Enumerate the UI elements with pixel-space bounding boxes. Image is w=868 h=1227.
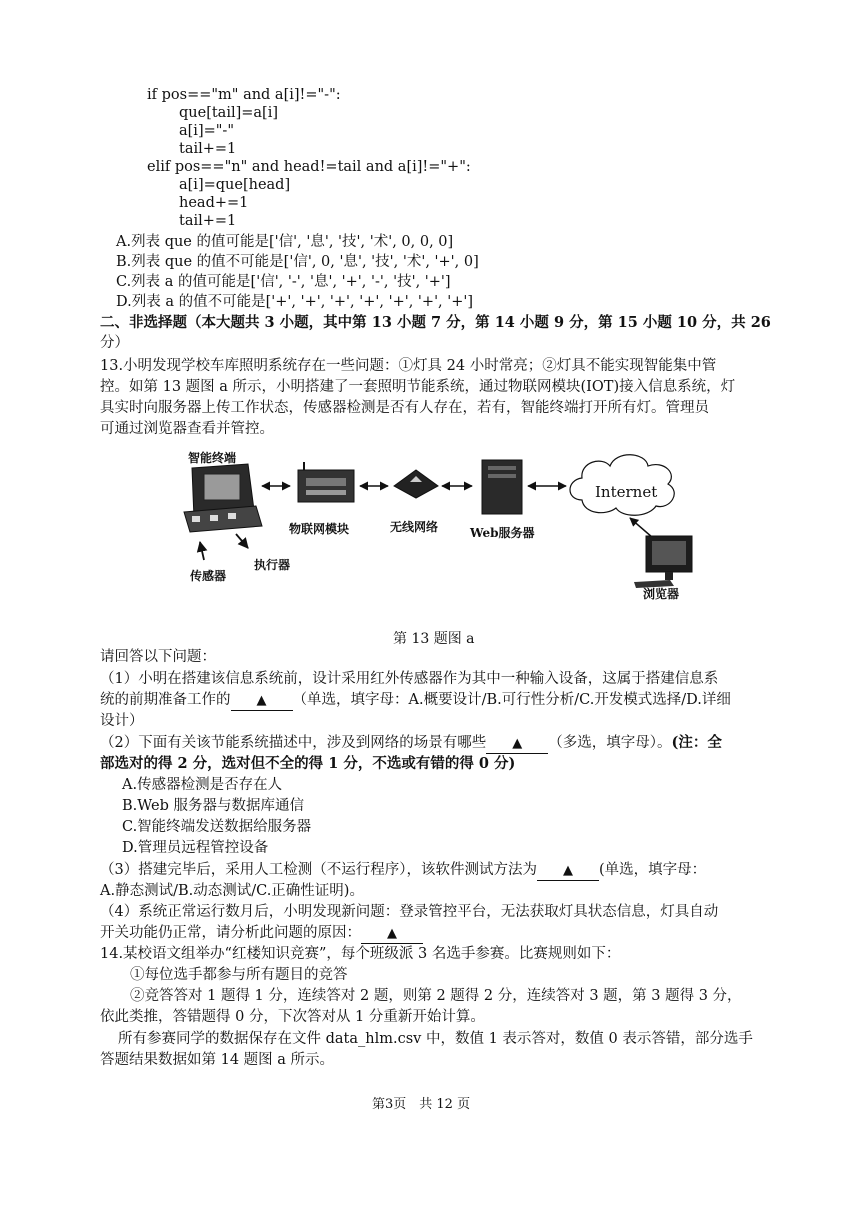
q13-sub3: （3）搭建完毕后，采用人工检测（不运行程序），该软件测试方法为 ▲ (单选，填字母： (100, 861, 706, 881)
answer-blank: ▲ (361, 925, 423, 944)
wireless-network-icon (394, 470, 438, 498)
code-line: elif pos=="n" and head!=tail and a[i]!="+": (147, 159, 471, 175)
code-line: tail+=1 (179, 141, 237, 157)
label-sensor: 传感器 (190, 569, 227, 583)
q14-text: 所有参赛同学的数据保存在文件 data_hlm.csv 中，数值 1 表示答对，数值 0 表示答错，部分选手 (118, 1031, 753, 1047)
q14-text: 答题结果数据如第 14 题图 a 所示。 (100, 1052, 335, 1068)
answer-blank: ▲ (537, 862, 599, 881)
q13-text: 13.小明发现学校车库照明系统存在一些问题：①灯具 24 小时常亮；②灯具不能实现智能集中管 (100, 358, 717, 374)
option-a: A.列表 que 的值可能是['信', '息', '技', '术', 0, 0, 0] (116, 234, 454, 250)
q13-sub2-option: D.管理员远程管控设备 (122, 840, 269, 856)
q13-sub2-option: B.Web 服务器与数据库通信 (122, 798, 304, 814)
q13-text: 控。如第 13 题图 a 所示，小明搭建了一套照明节能系统，通过物联网模块(IOT)接入信息系统，灯 (100, 379, 736, 395)
sensor-arrow (200, 542, 204, 560)
label-browser: 浏览器 (643, 587, 680, 601)
q14-rule: 依此类推，答错题得 0 分，下次答对从 1 分重新开始计算。 (100, 1009, 485, 1025)
network-diagram (170, 440, 710, 615)
q13-sub1: 统的前期准备工作的 ▲ （单选，填字母：A.概要设计/B.可行性分析/C.开发模式选择/D.详细 (100, 691, 731, 711)
figure-caption: 第 13 题图 a (393, 631, 475, 647)
code-line: a[i]="-" (179, 123, 234, 139)
q13-sub4: （4）系统正常运行数月后，小明发现新问题：登录管控平台，无法获取灯具状态信息，灯具自动 (100, 904, 719, 920)
q13-sub1: 设计） (100, 713, 144, 729)
code-line: head+=1 (179, 195, 249, 211)
section-heading: 二、非选择题（本大题共 3 小题，其中第 13 小题 7 分，第 14 小题 9 分，第 15 小题 10 分，共 26 (100, 314, 771, 331)
actuator-arrow (236, 534, 248, 548)
q13-sub3: A.静态测试/B.动态测试/C.正确性证明)。 (100, 883, 364, 899)
label-iot-module: 物联网模块 (289, 522, 350, 536)
q14-rule: ②竞答答对 1 题得 1 分，连续答对 2 题，则第 2 题得 2 分，连续答对 3 题，第 3 题得 3 分， (130, 988, 742, 1004)
code-line: if pos=="m" and a[i]!="-": (147, 87, 341, 103)
q13-sub2-option: C.智能终端发送数据给服务器 (122, 819, 312, 835)
code-line: a[i]=que[head] (179, 177, 291, 193)
q14-rule: ①每位选手都参与所有题目的竞答 (130, 967, 348, 983)
page-footer: 第3页 共 12 页 (372, 1097, 471, 1112)
web-server-icon (482, 460, 522, 514)
q13-intro: 请回答以下问题： (100, 649, 216, 665)
q13-sub1: （1）小明在搭建该信息系统前，设计采用红外传感器作为其中一种输入设备，这属于搭建信息系 (100, 671, 719, 687)
label-smart-terminal: 智能终端 (188, 451, 237, 465)
option-b: B.列表 que 的值不可能是['信', 0, '息', '技', '术', '+', 0] (116, 254, 479, 270)
answer-blank: ▲ (486, 735, 548, 754)
q13-sub2-note: 部选对的得 2 分，选对但不全的得 1 分，不选或有错的得 0 分) (100, 755, 516, 772)
smart-terminal-icon (184, 464, 262, 532)
option-d: D.列表 a 的值不可能是['+', '+', '+', '+', '+', '+', '+'] (116, 294, 474, 310)
code-line: que[tail]=a[i] (179, 105, 279, 121)
q13-text: 具实时向服务器上传工作状态，传感器检测是否有人存在，若有，智能终端打开所有灯。管理员 (100, 400, 709, 416)
code-line: tail+=1 (179, 213, 237, 229)
q13-sub2: （2）下面有关该节能系统描述中，涉及到网络的场景有哪些 ▲ （多选，填字母）。(注：全 (100, 734, 722, 754)
option-c: C.列表 a 的值可能是['信', '-', '息', '+', '-', '技', '+'] (116, 274, 451, 290)
section-heading-cont: 分） (100, 335, 129, 351)
label-internet: Internet (595, 483, 658, 501)
q13-sub2-option: A.传感器检测是否存在人 (122, 777, 283, 793)
iot-module-icon (298, 462, 354, 502)
answer-blank: ▲ (231, 692, 293, 711)
browser-computer-icon (634, 536, 692, 588)
q13-sub4: 开关功能仍正常，请分析此问题的原因： ▲ (100, 924, 423, 944)
q14-text: 14.某校语文组举办“红楼知识竞赛”，每个班级派 3 名选手参赛。比赛规则如下： (100, 946, 621, 962)
label-wireless: 无线网络 (390, 520, 439, 534)
label-actuator: 执行器 (254, 558, 291, 572)
q13-text: 可通过浏览器查看并管控。 (100, 421, 274, 437)
label-web-server: Web服务器 (470, 526, 535, 540)
